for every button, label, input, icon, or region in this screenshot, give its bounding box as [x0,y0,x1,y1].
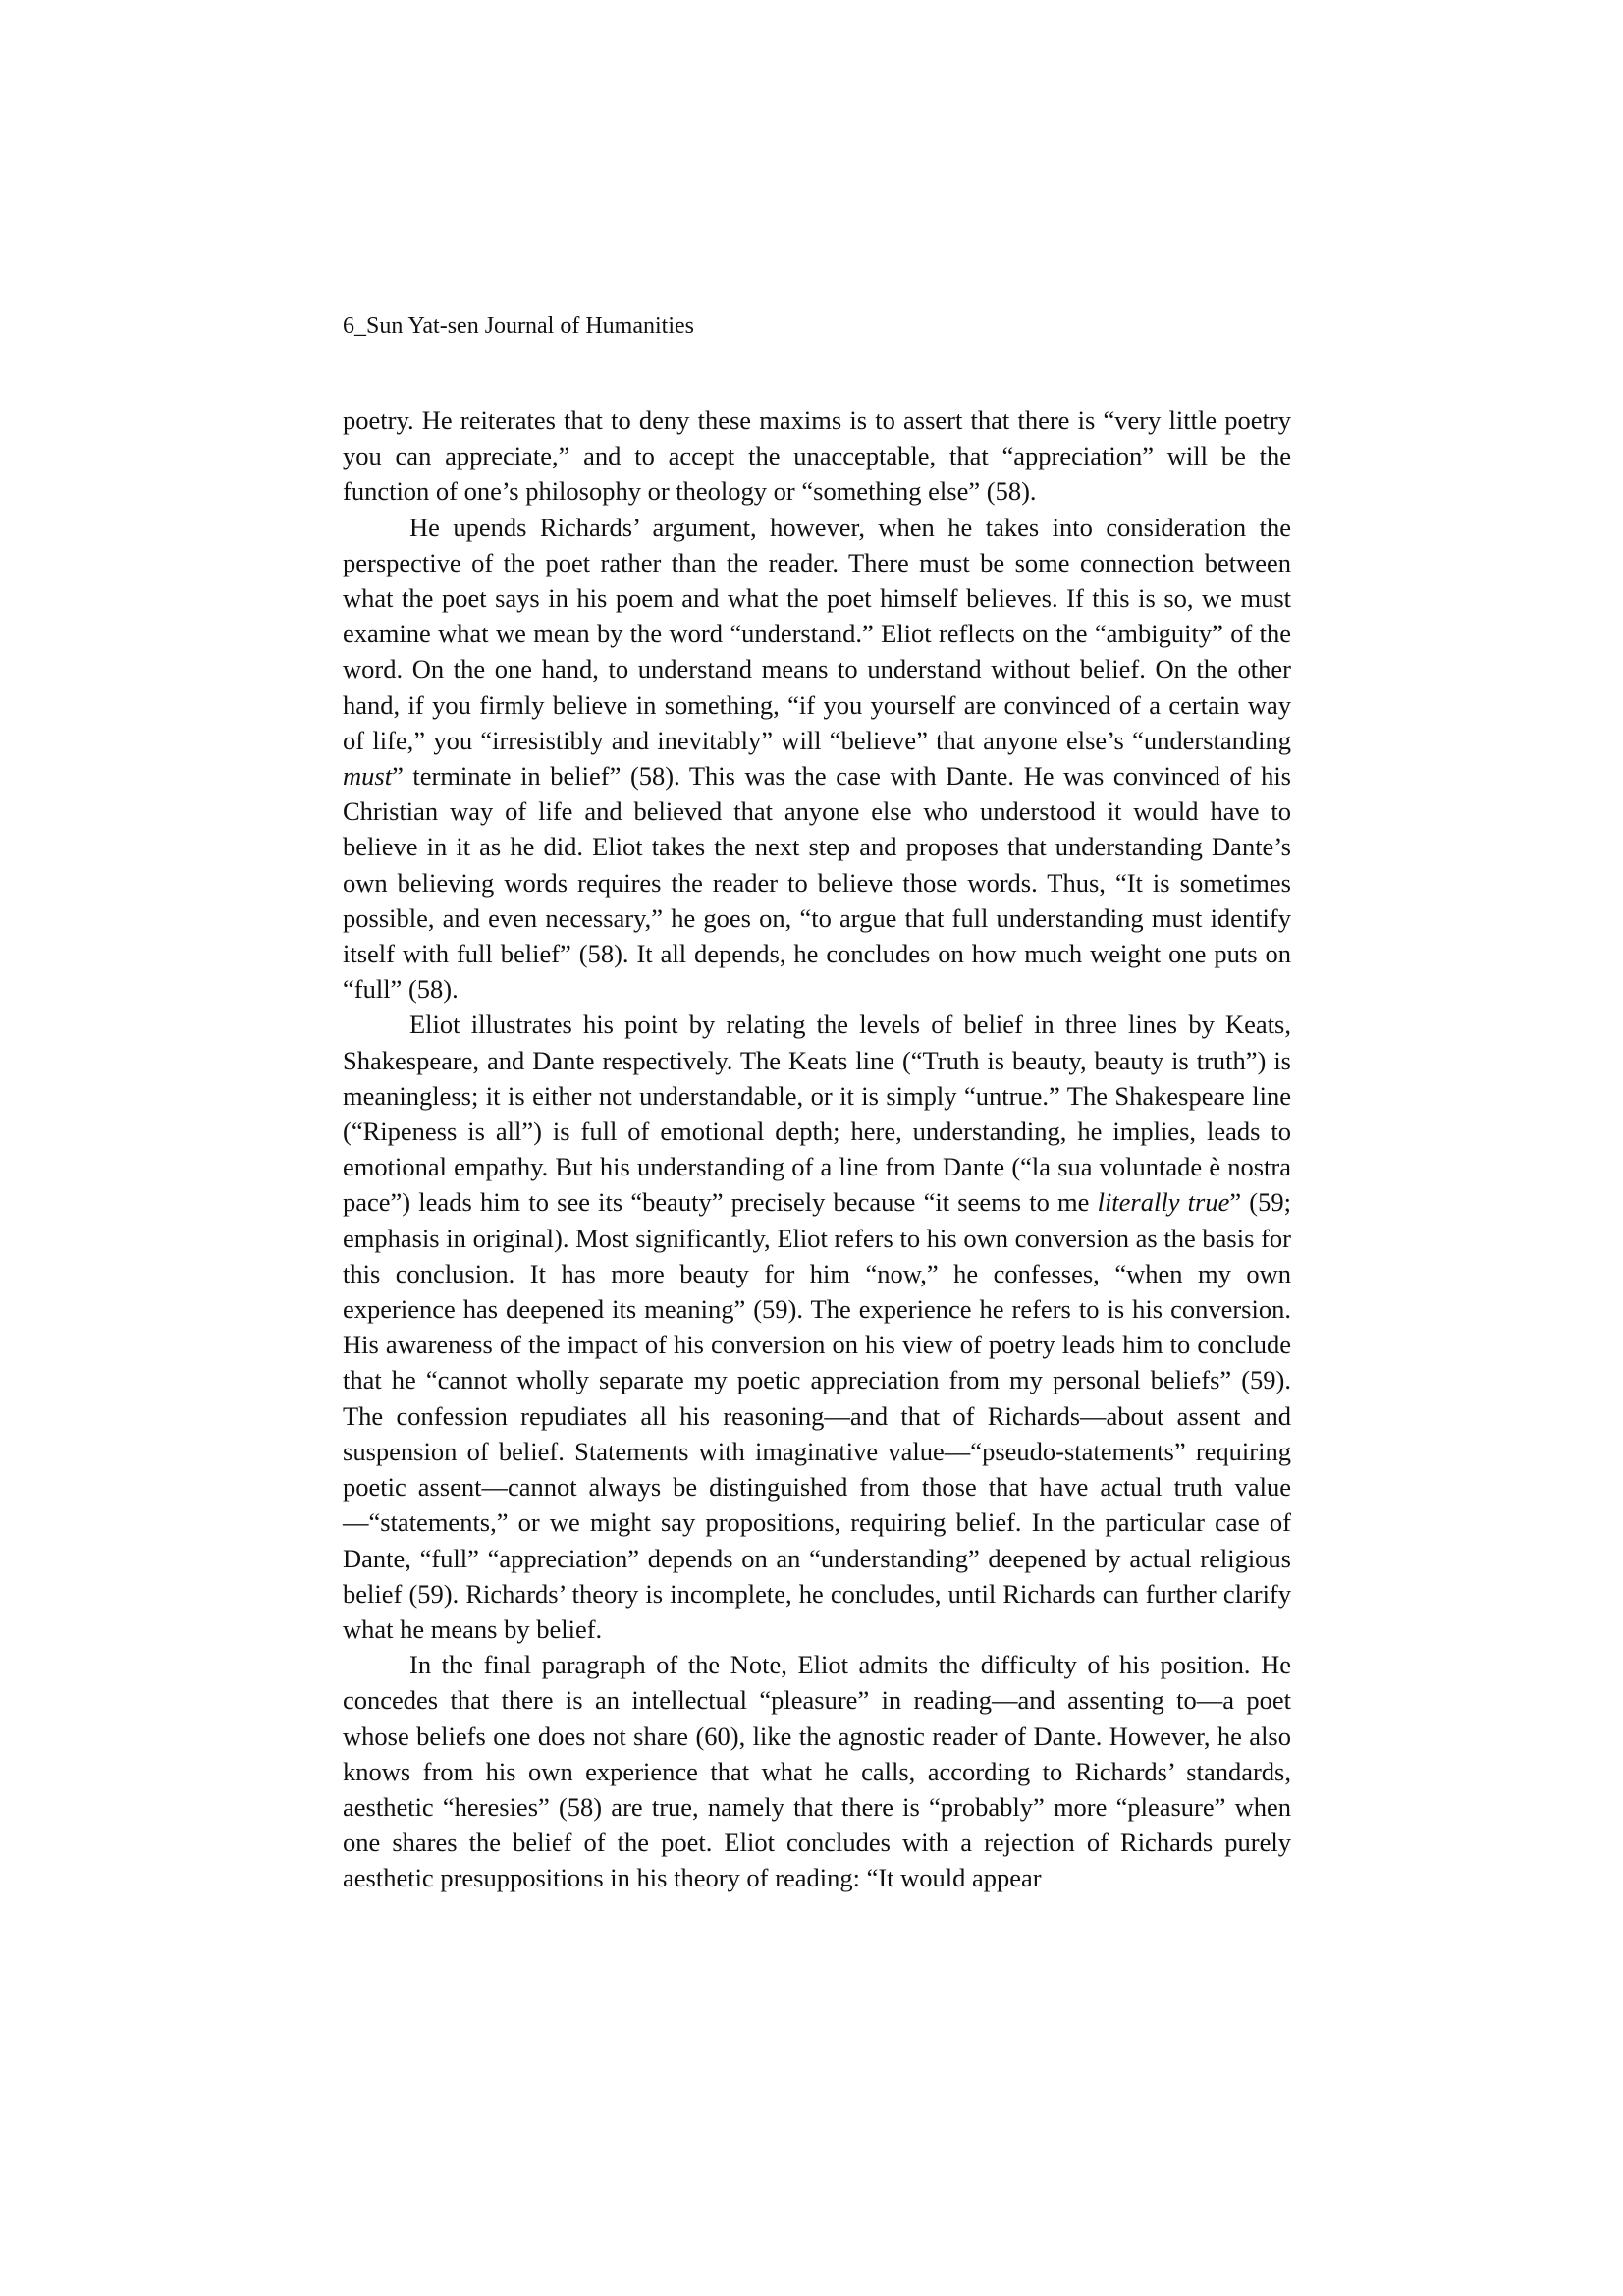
emphasis-must: must [343,761,393,792]
paragraph-4-text: In the final paragraph of the Note, Eliot admits the difficulty of his position. He concedes that there is an intellectual “pleasure” in reading—and assenting to—a poet whose beliefs one does not share (60), like the agnostic reader of Dante. However, he also knows from his own experience that what he calls, according to Richards’ standards, aesthetic “heresies” (58) are true, namely that there is “probably” more “pleasure” when one shares the belief of the poet. Eliot concludes with a rejection of Richards purely aesthetic presuppositions in his theory of reading: “It would appear [343,1650,1291,1893]
emphasis-literally-true: literally true [1097,1187,1230,1218]
paragraph-3-text: Eliot illustrates his point by relating the levels of belief in three lines by Keats, Shakespeare, and Dante respectively. The Keats line (“Truth is beauty, beauty is truth”) is meaningless; it is either not understandable, or it is simply “untrue.” The Shakespeare line (“Ripeness is all”) is full of emotional depth; here, understanding, he implies, leads to emotional empathy. But his understanding of a line from Dante (“la sua voluntade è nostra pace”) leads him to see its “beauty” precisely because “it seems to me [343,1010,1291,1218]
body-text [343,403,1291,1896]
running-head: 6_Sun Yat-sen Journal of Humanities [343,313,694,339]
paragraph-3-text-cont: ” (59; emphasis in original). Most significantly, Eliot refers to his own conversion as the basis for this conclusion. It has more beauty for him “now,” he confesses, “when my own experience has deepened its meaning” (59). The experience he refers to is his conversion. His awareness of the impact of his conversion on his view of poetry leads him to conclude that he “cannot wholly separate my poetic appreciation from my personal beliefs” (59). The confession repudiates all his reasoning—and that of Richards—about assent and suspension of belief. Statements with imaginative value—“pseudo-statements” requiring poetic assent—cannot always be distinguished from those that have actual truth value—“statements,” or we might say propositions, requiring belief. In the particular case of Dante, “full” “appreciation” depends on an “understanding” deepened by actual religious belief (59). Richards’ theory is incomplete, he concludes, until Richards can further clarify what he means by belief. [343,1187,1291,1644]
paragraph-2-text-cont: ” terminate in belief” (58). This was the case with Dante. He was convinced of his Christian way of life and believed that anyone else who understood it would have to believe in it as he did. Eliot takes the next step and proposes that understanding Dante’s own believing words requires the reader to believe those words. Thus, “It is sometimes possible, and even necessary,” he goes on, “to argue that full understanding must identify itself with full belief” (58). It all depends, he concludes on how much weight one puts on “full” (58). [343,761,1291,1005]
paragraph-1 [343,403,1291,510]
paragraph-1-text: poetry. He reiterates that to deny these maxims is to assert that there is “very little poetry you can appreciate,” and to accept the unacceptable, that “appreciation” will be the function of one’s philosophy or theology or “something else” (58). [343,406,1291,507]
paragraph-2-text: He upends Richards’ argument, however, when he takes into consideration the perspective of the poet rather than the reader. There must be some connection between what the poet says in his poem and what the poet himself believes. If this is so, we must examine what we mean by the word “understand.” Eliot reflects on the “ambiguity” of the word. On the one hand, to understand means to understand without belief. On the other hand, if you firmly believe in something, “if you yourself are convinced of a certain way of life,” you “irresistibly and inevitably” will “believe” that anyone else’s “understanding [343,512,1291,755]
paragraph-3 [343,1007,1291,1647]
paragraph-2 [343,510,1291,1008]
paragraph-4 [343,1647,1291,1895]
